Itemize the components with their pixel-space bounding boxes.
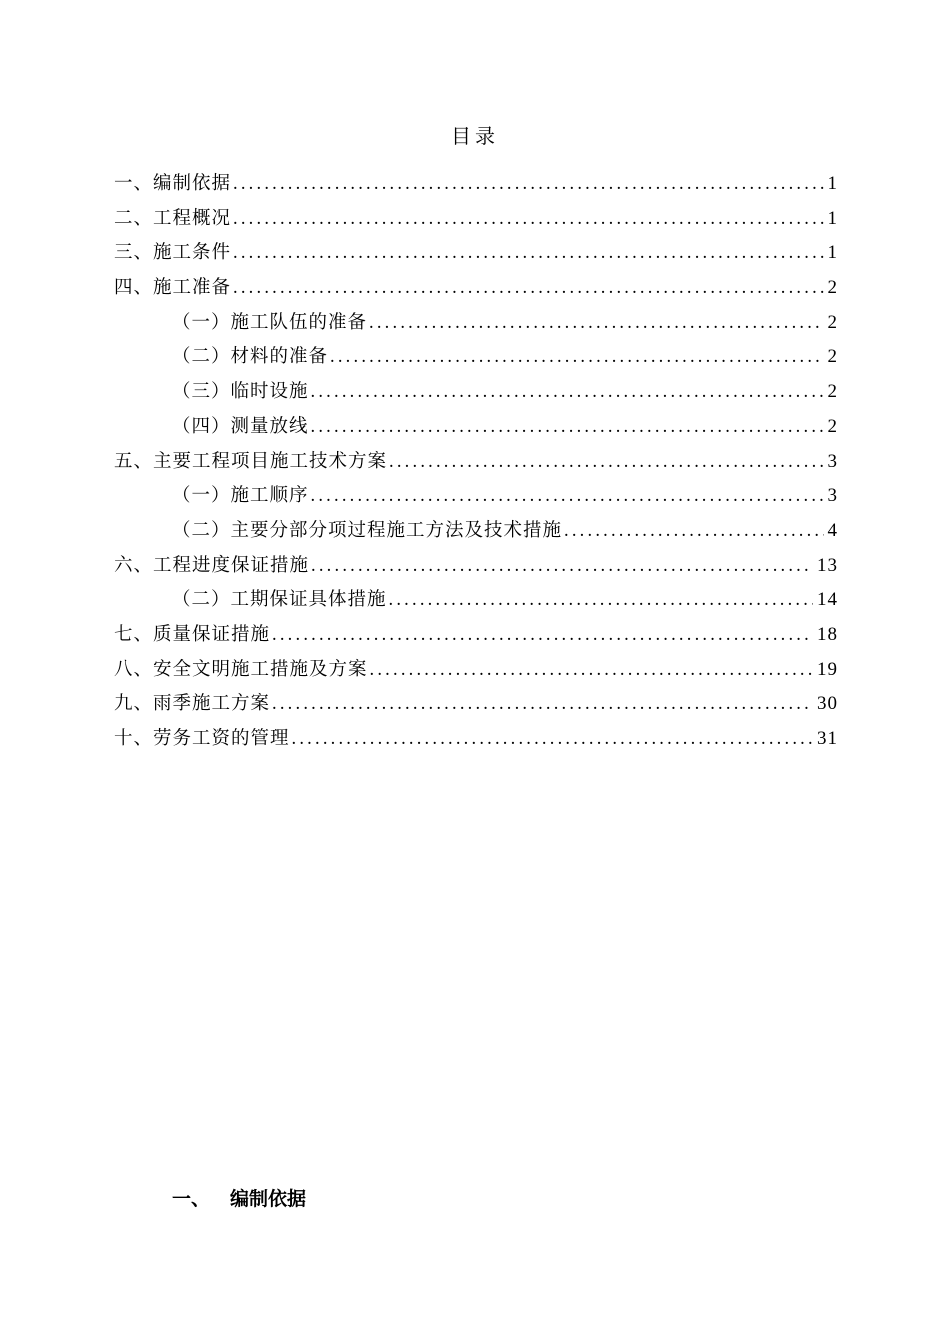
toc-dot-leader xyxy=(370,656,813,684)
toc-page-number: 2 xyxy=(827,277,838,299)
toc-dot-leader xyxy=(311,378,824,406)
toc-entry[interactable] xyxy=(114,690,838,725)
toc-page-number: 2 xyxy=(827,415,838,437)
toc-page-number: 2 xyxy=(827,311,838,333)
toc-page-number: 3 xyxy=(827,450,838,472)
toc-entry-text: 五、主要工程项目施工技术方案 xyxy=(114,450,388,472)
toc-page-number: 2 xyxy=(827,381,838,403)
toc-page-number: 18 xyxy=(817,623,838,645)
toc-entry[interactable] xyxy=(114,205,838,240)
toc-dot-leader xyxy=(311,482,824,510)
toc-entry-text: 六、工程进度保证措施 xyxy=(114,554,310,576)
toc-entry-text: 七、质量保证措施 xyxy=(114,623,271,645)
toc-dot-leader xyxy=(272,690,813,718)
toc-entry-text: （三）临时设施 xyxy=(172,381,309,403)
toc-dot-leader xyxy=(330,343,823,371)
toc-entry[interactable] xyxy=(114,656,838,691)
toc-entry-text: 八、安全文明施工措施及方案 xyxy=(114,658,368,680)
toc-page-number: 3 xyxy=(827,485,838,507)
toc-dot-leader xyxy=(272,621,813,649)
toc-entry[interactable] xyxy=(114,170,838,205)
toc-entry[interactable] xyxy=(114,552,838,587)
toc-entry[interactable] xyxy=(114,586,838,621)
toc-page-number: 14 xyxy=(817,589,838,611)
toc-page-number: 30 xyxy=(817,693,838,715)
toc-entry-text: （一）施工队伍的准备 xyxy=(172,311,368,333)
toc-entry[interactable] xyxy=(114,621,838,656)
toc-dot-leader xyxy=(369,309,823,337)
toc-entry[interactable] xyxy=(114,239,838,274)
toc-dot-leader xyxy=(233,170,823,198)
toc-title: 目录 xyxy=(451,124,499,148)
toc-entry-text: （四）测量放线 xyxy=(172,415,309,437)
toc-page-number: 1 xyxy=(827,207,838,229)
toc-dot-leader xyxy=(564,517,823,545)
toc-entry[interactable] xyxy=(114,517,838,552)
toc-dot-leader xyxy=(389,586,813,614)
section-title: 编制依据 xyxy=(230,1188,307,1210)
toc-page-number: 4 xyxy=(827,519,838,541)
toc-entry-text: 四、施工准备 xyxy=(114,277,232,299)
toc-page-number: 31 xyxy=(817,728,838,749)
toc-entry[interactable] xyxy=(114,274,838,309)
toc-entry-text: （二）主要分部分项过程施工方法及技术措施 xyxy=(172,519,563,541)
toc-page-number: 1 xyxy=(827,242,838,264)
toc-entry-text: 一、编制依据 xyxy=(114,173,232,194)
toc-dot-leader xyxy=(233,274,823,302)
toc-entry[interactable] xyxy=(114,482,838,517)
toc-page-number: 13 xyxy=(817,554,838,576)
toc-entry[interactable] xyxy=(114,725,838,760)
toc-page-number: 2 xyxy=(827,346,838,368)
toc-entry-text: （二）材料的准备 xyxy=(172,346,329,368)
section-number: 一、 xyxy=(172,1188,211,1210)
toc-entry[interactable] xyxy=(114,448,838,483)
toc-entry-text: （一）施工顺序 xyxy=(172,485,309,507)
section-heading xyxy=(172,1184,306,1214)
toc-page-number: 1 xyxy=(827,173,838,194)
toc-list xyxy=(114,170,838,760)
toc-entry-text: （二）工期保证具体措施 xyxy=(172,589,387,611)
toc-entry-text: 十、劳务工资的管理 xyxy=(114,728,290,749)
toc-entry-text: 二、工程概况 xyxy=(114,207,232,229)
toc-dot-leader xyxy=(233,205,823,233)
toc-entry[interactable] xyxy=(114,413,838,448)
toc-entry[interactable] xyxy=(114,378,838,413)
toc-dot-leader xyxy=(311,413,824,441)
toc-dot-leader xyxy=(233,239,823,267)
toc-entry-text: 三、施工条件 xyxy=(114,242,232,264)
toc-entry[interactable] xyxy=(114,309,838,344)
toc-entry[interactable] xyxy=(114,343,838,378)
toc-entry-text: 九、雨季施工方案 xyxy=(114,693,271,715)
toc-page-number: 19 xyxy=(817,658,838,680)
toc-dot-leader xyxy=(311,552,813,580)
toc-dot-leader xyxy=(389,448,823,476)
toc-dot-leader xyxy=(292,725,813,753)
